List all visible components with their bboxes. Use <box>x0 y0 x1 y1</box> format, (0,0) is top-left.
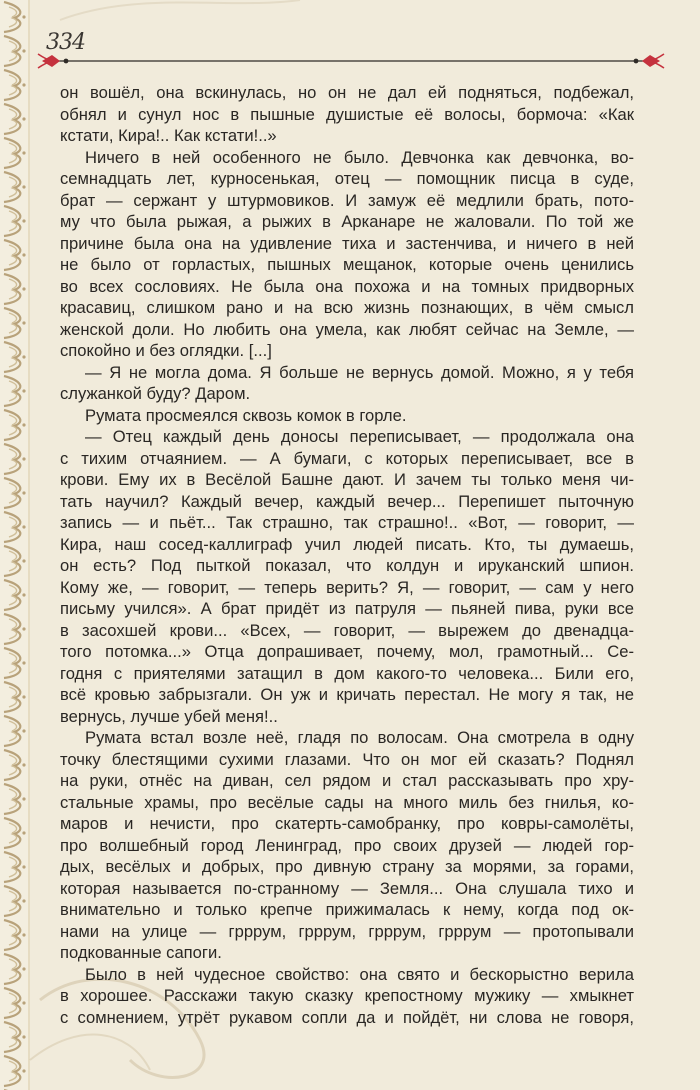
border-pattern-icon <box>0 0 30 1090</box>
text-line: нами на улице — грррум, грррум, грррум, грррум — протопывали <box>60 921 634 941</box>
text-line: маров и нечисти, про скатерть-самобранку, про ковры-самолёты, <box>60 814 634 833</box>
text-line: Кому же, — говорит, — теперь верить? Я, — говорит, — сам у него <box>60 577 634 597</box>
text-line: красавиц, слишком рано и на всю жизнь познающих, в чём смысл <box>60 298 634 317</box>
text-line: которая называется по-странному — Земля... Она слушала тихо и <box>60 878 634 898</box>
text-line: он есть? Под пыткой показал, что колдун и ируканский шпион. <box>60 556 634 575</box>
text-line: стальные храмы, про весёлые сады на много миль без гнилья, ко- <box>60 792 634 812</box>
body-text <box>60 82 634 1028</box>
text-line: в засохшей крови... «Всех, — говорит, — вырежем до двенадца- <box>60 620 634 640</box>
text-line: он вошёл, она вскинулась, но он не дал ей подняться, подбежал, <box>60 83 634 102</box>
text-line: кстати, Кира!.. Как кстати!..» <box>60 126 277 145</box>
text-line: вернусь, лучше убей меня!.. <box>60 706 278 726</box>
paragraph <box>60 964 634 1029</box>
text-line: подкованные сапоги. <box>60 943 222 962</box>
text-line: на руки, отнёс на диван, сел рядом и стал рассказывать про хру- <box>60 771 634 790</box>
paragraph <box>60 82 634 147</box>
text-line: с сомнением, утрёт рукавом сопли да и пойдёт, ни слова не говоря, <box>60 1007 634 1027</box>
text-line: в хорошее. Расскажи такую сказку крепостному мужику — хмыкнет <box>60 986 634 1005</box>
paragraph <box>60 147 634 362</box>
paragraph <box>60 362 634 405</box>
text-line: того потомка...» Отца допрашивает, почему, мол, грамотный... Се- <box>60 642 634 661</box>
text-line: крови. Ему их в Весёлой Башне дают. И зачем ты только меня чи- <box>60 470 634 489</box>
text-line: служанкой буду? Даром. <box>60 384 251 403</box>
text-line: причине была она на удивление тиха и застенчива, и ничего в ней <box>60 233 634 253</box>
paragraph <box>60 405 634 427</box>
text-line: женской доли. Но любить она умела, как любят сейчас на Земле, — <box>60 319 634 339</box>
text-line: му что была рыжая, а рыжих в Арканаре не жаловали. По той же <box>60 212 634 231</box>
text-line: не было от горластых, пышных мещанок, которые очень ценились <box>60 255 634 274</box>
text-line: Румата просмеялся сквозь комок в горле. <box>85 405 407 425</box>
text-line: семнадцать лет, курносенькая, отец — помощник писца в суде, <box>60 169 634 188</box>
text-line: годня с приятелями затащил в дом какого-то человека... Били его, <box>60 663 634 683</box>
text-line: — Я не могла дома. Я больше не вернусь домой. Можно, я у тебя <box>85 362 634 382</box>
text-line: запись — и пьёт... Так страшно, так страшно!.. «Вот, — говорит, — <box>60 513 634 532</box>
text-line: во всех сословиях. Не была она похожа и на томных придворных <box>60 276 634 296</box>
text-line: брат — сержант у штурмовиков. И замуж её медлили брать, пото- <box>60 190 634 210</box>
text-line: обнял и сунул нос в пышные душистые её волосы, бормоча: «Как <box>60 104 634 124</box>
text-line: тать научил? Каждый вечер, каждый вечер... Перепишет пыточную <box>60 491 634 511</box>
text-line: внимательно и только крепче прижималась к нему, когда под ок- <box>60 900 634 919</box>
text-line: про волшебный город Ленинград, про своих друзей — людей гор- <box>60 835 634 855</box>
text-line: Было в ней чудесное свойство: она свято и бескорыстно верила <box>85 964 634 984</box>
text-line: — Отец каждый день доносы переписывает, — продолжала она <box>85 427 634 446</box>
text-line: точку блестящими сухими глазами. Что он мог ей сказать? Поднял <box>60 749 634 769</box>
paragraph <box>60 426 634 727</box>
text-line: Кира, наш сосед-каллиграф учил людей писать. Кто, ты думаешь, <box>60 534 634 554</box>
paragraph <box>60 727 634 964</box>
text-line: с тихим отчаянием. — А бумаги, с которых переписывает, все в <box>60 448 634 468</box>
text-line: спокойно и без оглядки. [...] <box>60 341 272 360</box>
header-ornament-icon <box>36 46 666 76</box>
text-line: Румата встал возле неё, гладя по волосам. Она смотрела в одну <box>85 728 634 747</box>
decorative-border <box>0 0 30 1090</box>
text-line: всё кровью забрызгали. Он уж и кричать перестал. Не могу я так, не <box>60 685 634 704</box>
text-line: дых, весёлых и добрых, про дивную страну за морями, за горами, <box>60 857 634 876</box>
page-number: 334 <box>46 30 85 55</box>
text-line: Ничего в ней особенного не было. Девчонка как девчонка, во- <box>85 147 634 167</box>
text-line: письму учился». А брат придёт из патруля — пьяней пива, руки все <box>60 599 634 618</box>
